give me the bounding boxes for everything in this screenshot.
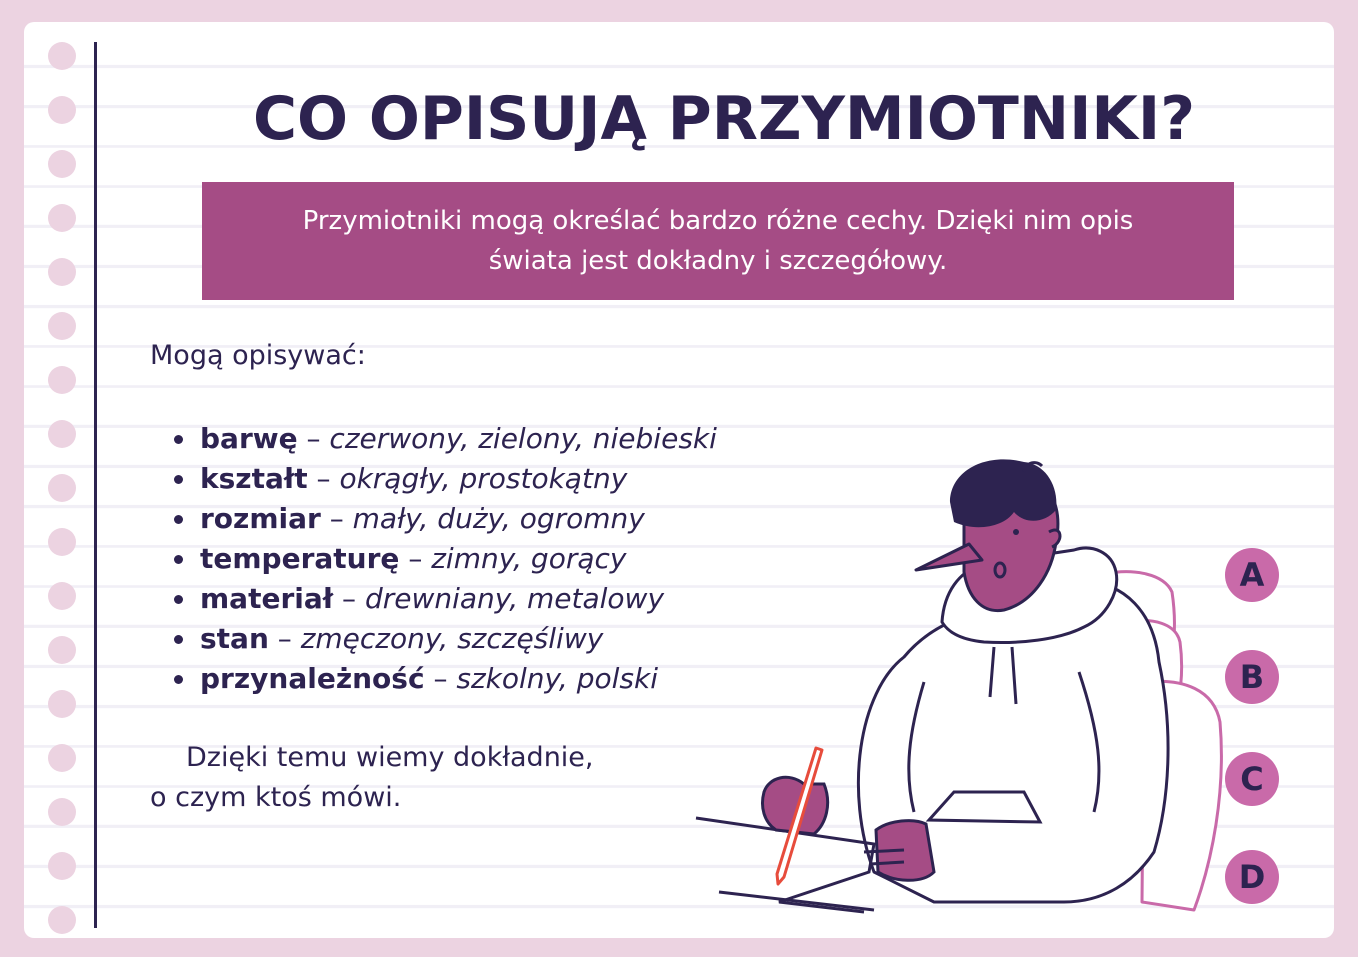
- option-b-button[interactable]: B: [1225, 650, 1279, 704]
- trait-name: temperaturę: [200, 542, 400, 575]
- notebook-hole-icon: [48, 744, 76, 772]
- notebook-hole-icon: [48, 420, 76, 448]
- page-title: CO OPISUJĄ PRZYMIOTNIKI?: [252, 84, 1196, 154]
- banner-line-1: Przymiotniki mogą określać bardzo różne cechy. Dzięki nim opis: [302, 206, 1134, 236]
- notebook-hole-icon: [48, 798, 76, 826]
- banner-text: [248, 201, 1188, 281]
- banner-line-2: świata jest dokładny i szczegółowy.: [488, 246, 948, 276]
- notebook-hole-icon: [48, 528, 76, 556]
- notebook-hole-icon: [48, 582, 76, 610]
- trait-name: rozmiar: [200, 502, 321, 535]
- trait-name: barwę: [200, 422, 298, 455]
- trait-examples: czerwony, zielony, niebieski: [329, 422, 717, 455]
- notebook-hole-icon: [48, 150, 76, 178]
- answer-options: [1225, 548, 1281, 928]
- trait-name: stan: [200, 622, 269, 655]
- notebook-hole-icon: [48, 636, 76, 664]
- list-item: [174, 459, 717, 499]
- dash: –: [342, 582, 357, 615]
- closing-line-2: o czym ktoś mówi.: [150, 782, 402, 813]
- bullet-icon: [174, 635, 183, 644]
- notebook-hole-icon: [48, 204, 76, 232]
- dash: –: [408, 542, 423, 575]
- notebook-hole-icon: [48, 96, 76, 124]
- notebook-hole-icon: [48, 258, 76, 286]
- list-item: [174, 419, 717, 459]
- bullet-icon: [174, 435, 183, 444]
- notebook-hole-icon: [48, 690, 76, 718]
- trait-examples: szkolny, polski: [456, 662, 658, 695]
- closing-line-1: Dzięki temu wiemy dokładnie,: [186, 742, 594, 773]
- list-item: [174, 539, 717, 579]
- notebook-hole-icon: [48, 312, 76, 340]
- notebook-hole-icon: [48, 852, 76, 880]
- trait-name: materiał: [200, 582, 334, 615]
- list-item: [174, 659, 717, 699]
- notebook-hole-icon: [48, 42, 76, 70]
- trait-examples: okrągły, prostokątny: [339, 462, 628, 495]
- dash: –: [277, 622, 292, 655]
- list-item: [174, 619, 717, 659]
- bullet-icon: [174, 595, 183, 604]
- trait-examples: mały, duży, ogromny: [352, 502, 645, 535]
- notebook-page: [24, 22, 1334, 938]
- trait-examples: zmęczony, szczęśliwy: [300, 622, 604, 655]
- info-banner: [202, 182, 1234, 300]
- margin-line: [94, 42, 97, 928]
- option-c-button[interactable]: C: [1225, 752, 1279, 806]
- trait-examples: zimny, gorący: [431, 542, 627, 575]
- bullet-icon: [174, 515, 183, 524]
- list-item: [174, 499, 717, 539]
- eye-icon: [1013, 529, 1019, 535]
- notebook-hole-icon: [48, 366, 76, 394]
- dash: –: [306, 422, 321, 455]
- dash: –: [329, 502, 344, 535]
- trait-examples: drewniany, metalowy: [364, 582, 665, 615]
- dash: –: [433, 662, 448, 695]
- notebook-hole-icon: [48, 474, 76, 502]
- notebook-holes: [48, 42, 78, 938]
- trait-name: przynależność: [200, 662, 425, 695]
- bullet-icon: [174, 675, 183, 684]
- notebook-hole-icon: [48, 906, 76, 934]
- bullet-icon: [174, 555, 183, 564]
- hair-icon: [950, 459, 1056, 527]
- list-item: [174, 579, 717, 619]
- traits-list: [174, 419, 717, 699]
- option-a-button[interactable]: A: [1225, 548, 1279, 602]
- trait-name: kształt: [200, 462, 308, 495]
- closing-text: [150, 738, 594, 818]
- option-d-button[interactable]: D: [1225, 850, 1279, 904]
- bullet-icon: [174, 475, 183, 484]
- dash: –: [316, 462, 331, 495]
- intro-text: Mogą opisywać:: [150, 340, 366, 371]
- student-writing-illustration: [664, 432, 1224, 932]
